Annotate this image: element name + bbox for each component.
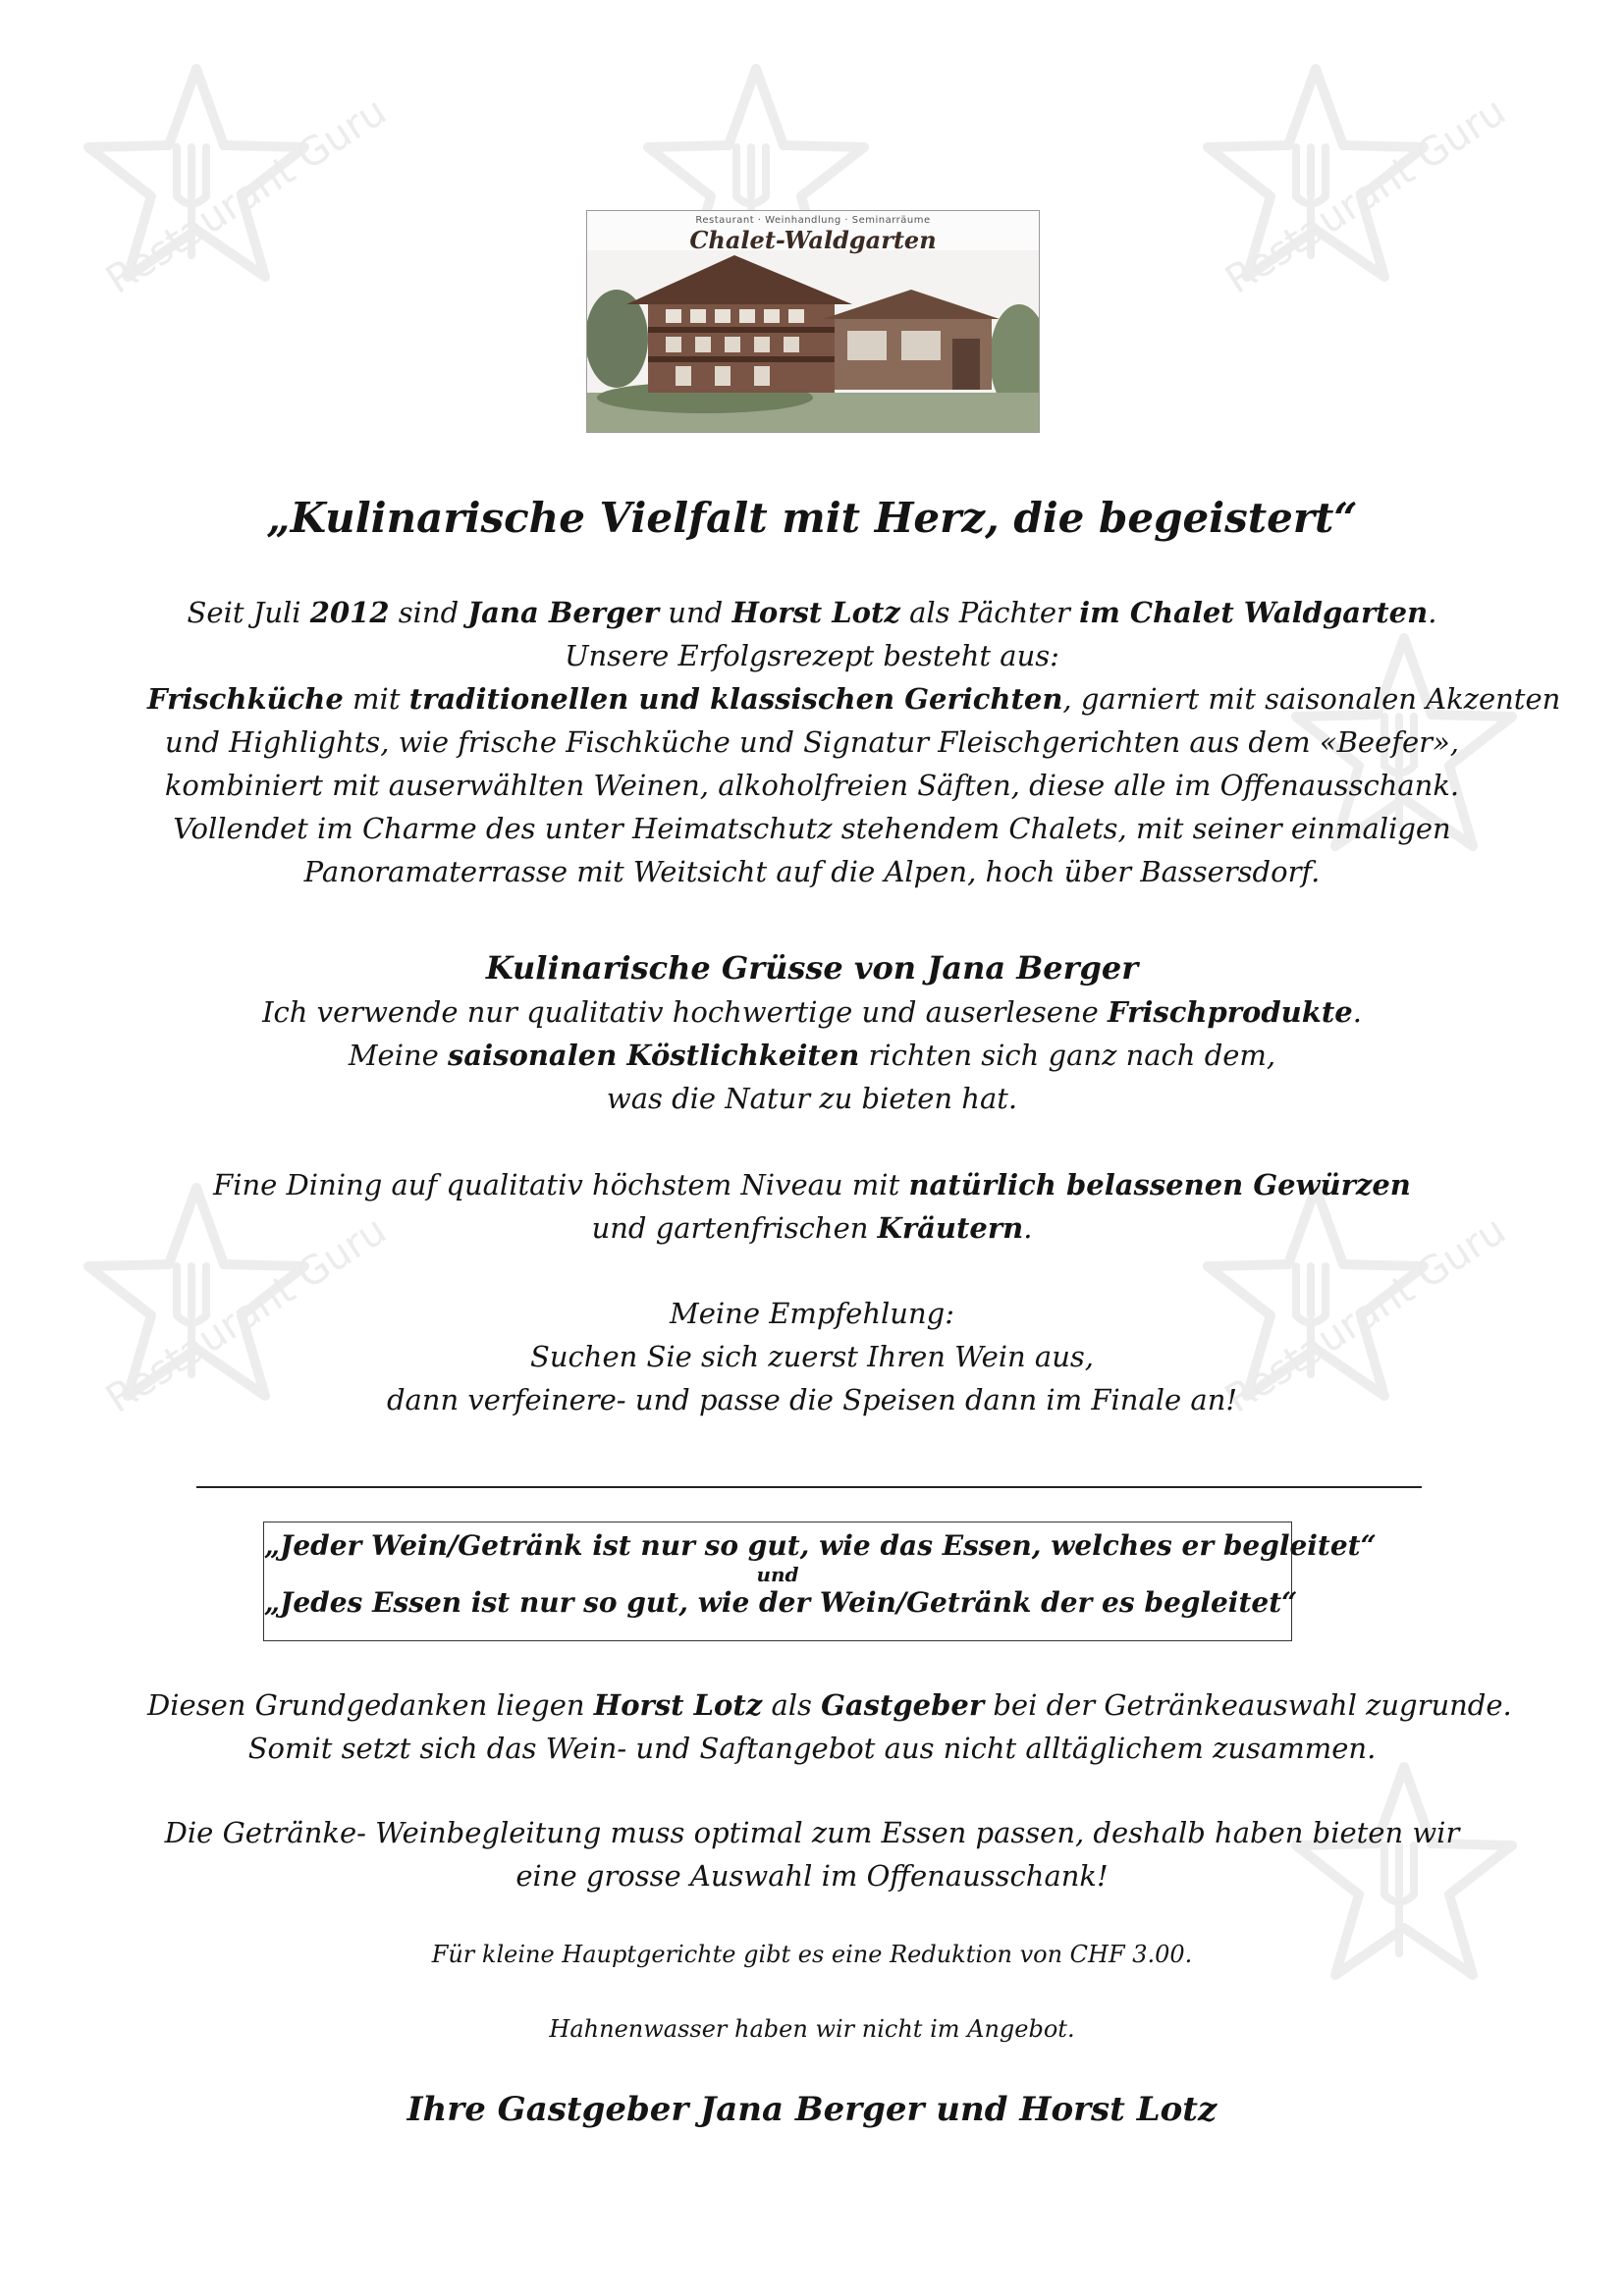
drinks-line: eine grosse Auswahl im Offenausschank! [515,1859,1109,1893]
drinks-line: Die Getränke- Weinbegleitung muss optimal zum Essen passen, deshalb haben bieten wir [164,1816,1460,1849]
highlight: natürlich belassenen Gewürzen [908,1168,1411,1201]
water-note: Hahnenwasser haben wir nicht im Angebot. [549,2015,1075,2043]
highlight: traditionellen und klassischen Gerichten [408,682,1063,716]
quote-line: „Jedes Essen ist nur so gut, wie der Wein/Getränk der es begleitet“ [264,1586,1298,1619]
signature: Ihre Gastgeber Jana Berger und Horst Lotz [406,2090,1218,2129]
intro-line [147,677,1561,721]
intro-line: und Highlights, wie frische Fischküche und Signatur Fleischgerichten aus dem «Beefer», [165,725,1459,759]
highlight: Gastgeber [821,1688,985,1722]
text: Ich verwende nur qualitativ hochwertige und auserlesene [262,995,1109,1029]
text: mit [343,682,409,716]
restaurant-logo [586,210,1040,433]
text: sind [389,596,468,629]
fine-dining-section [147,1163,1477,1250]
intro-line: Unsere Erfolgsrezept besteht aus: [565,639,1059,672]
host-name: Jana Berger [467,596,660,629]
quote-box [263,1522,1377,1641]
highlight: Kräutern [877,1211,1024,1245]
host-section [147,1683,1512,1770]
watermark-text: Restaurant Guru [1218,1207,1514,1422]
logo-subtitle: Restaurant · Weinhandlung · Seminarräume [695,215,931,226]
text: als [762,1688,822,1722]
text: Meine [348,1039,449,1072]
quote-connector: und [756,1563,799,1586]
text: . [1352,995,1362,1029]
text: richten sich ganz nach dem, [859,1039,1276,1072]
drinks-section [147,1811,1477,1897]
highlight: Frischprodukte [1108,995,1353,1029]
host-name: Horst Lotz [593,1688,763,1722]
recommendation-line: Meine Empfehlung: [670,1297,954,1330]
text: Diesen Grundgedanken liegen [147,1688,594,1722]
intro-line [147,591,1477,634]
quote-line: „Jeder Wein/Getränk ist nur so gut, wie das Essen, welches er begleitet“ [264,1529,1377,1562]
text: als Pächter [899,596,1080,629]
recommendation-line: dann verfeinere- und passe die Speisen dann im Finale an! [386,1383,1238,1416]
section-divider [196,1486,1422,1488]
host-name: Horst Lotz [731,596,900,629]
text: und [659,596,732,629]
logo-name: Chalet-Waldgarten [689,226,937,254]
host-line: Somit setzt sich das Wein- und Saftangebot aus nicht alltäglichem zusammen. [247,1732,1377,1765]
text: . [1023,1211,1033,1245]
highlight: Frischküche [147,682,344,716]
text: bei der Getränkeauswahl zugrunde. [984,1688,1512,1722]
venue-name: im Chalet Waldgarten [1079,596,1429,629]
host-line [147,1683,1512,1727]
text: Fine Dining auf qualitativ höchstem Niveau mit [213,1168,909,1201]
text: , garniert mit saisonalen Akzenten [1062,682,1561,716]
greeting-heading: Kulinarische Grüsse von Jana Berger [485,949,1139,987]
watermark-text: Restaurant Guru [1218,88,1514,303]
intro-line: Panoramaterrasse mit Weitsicht auf die Alpen, hoch über Bassersdorf. [303,855,1321,888]
fine-dining-line [147,1163,1477,1206]
fine-dining-line [147,1206,1477,1250]
intro-line: Vollendet im Charme des unter Heimatschutz stehendem Chalets, mit seiner einmaligen [173,812,1451,845]
intro-section [147,591,1561,893]
page-title: „Kulinarische Vielfalt mit Herz, die begeistert“ [266,494,1358,542]
text: und gartenfrischen [591,1211,878,1245]
recommendation-section [147,1292,1477,1421]
greeting-line [147,990,1477,1034]
highlight: saisonalen Köstlichkeiten [448,1039,860,1072]
recommendation-line: Suchen Sie sich zuerst Ihren Wein aus, [530,1340,1094,1373]
watermark-text: Restaurant Guru [98,88,395,303]
watermark-text: Restaurant Guru [98,1207,395,1422]
text: Seit Juli [187,596,310,629]
text: . [1428,596,1437,629]
year: 2012 [309,596,390,629]
greeting-section [147,990,1477,1120]
reduction-note: Für kleine Hauptgerichte gibt es eine Reduktion von CHF 3.00. [431,1941,1193,1968]
intro-line: kombiniert mit auserwählten Weinen, alkoholfreien Säften, diese alle im Offenausschank. [164,769,1460,802]
greeting-line [147,1034,1477,1077]
greeting-line: was die Natur zu bieten hat. [606,1082,1018,1115]
